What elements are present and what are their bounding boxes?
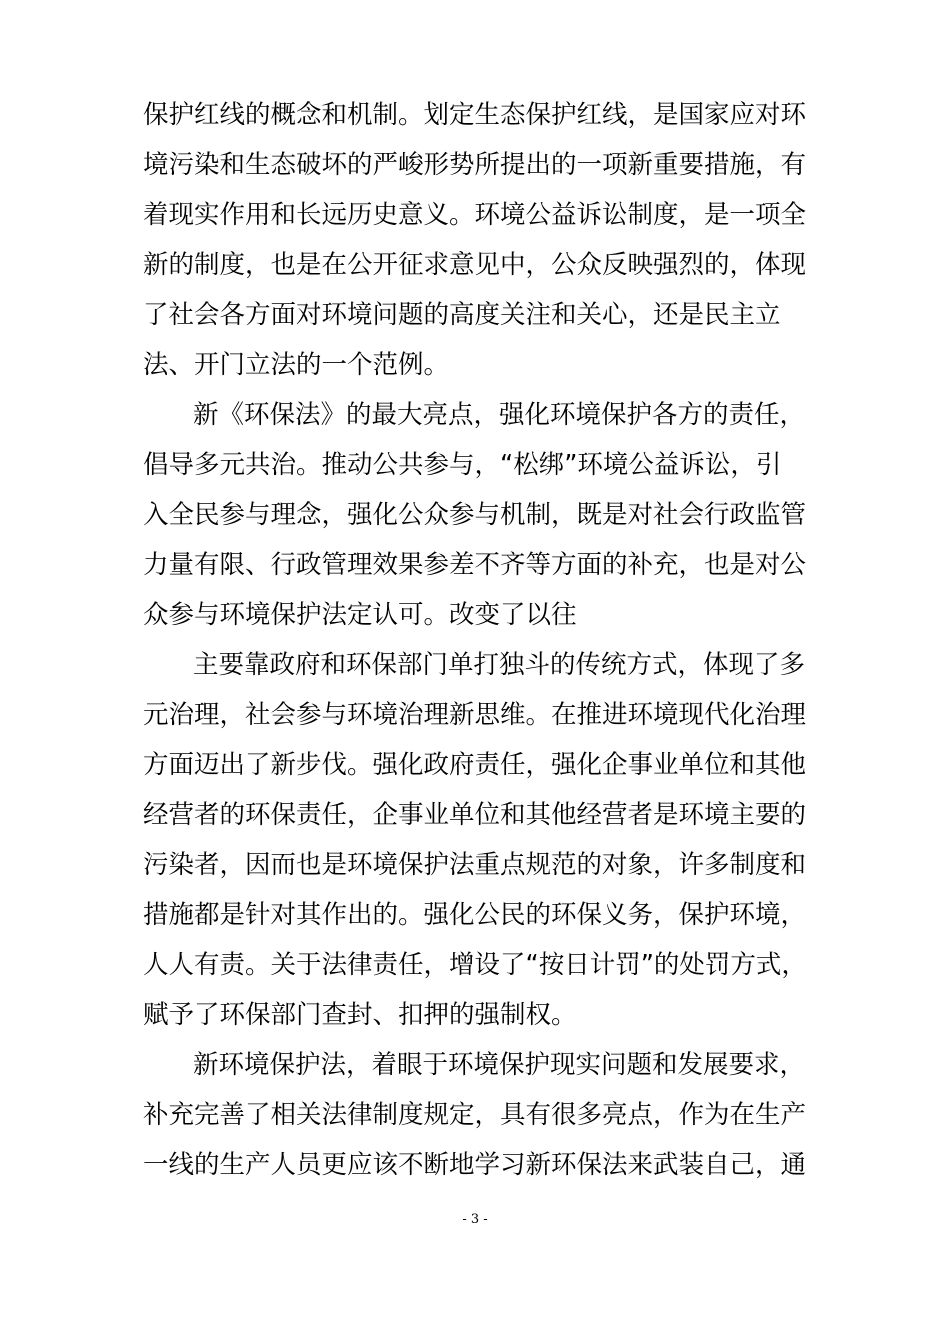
text-line: 经营者的环保责任，企事业单位和其他经营者是环境主要的 — [143, 800, 807, 830]
page-number: - 3 - — [462, 1212, 488, 1227]
text-line: 方面迈出了新步伐。强化政府责任，强化企事业单位和其他 — [143, 750, 807, 780]
text-line: 新的制度，也是在公开征求意见中，公众反映强烈的，体现 — [143, 250, 807, 280]
text-line: 保护红线的概念和机制。划定生态保护红线，是国家应对环 — [143, 100, 807, 130]
text-line: 措施都是针对其作出的。强化公民的环保义务，保护环境， — [143, 900, 807, 930]
text-line: 赋予了环保部门查封、扣押的强制权。 — [143, 1000, 577, 1030]
text-line: 污染者，因而也是环境保护法重点规范的对象，许多制度和 — [143, 850, 807, 880]
text-line: 补充完善了相关法律制度规定，具有很多亮点，作为在生产 — [143, 1100, 807, 1130]
paragraph-first-line: 新《环保法》的最大亮点，强化环境保护各方的责任， — [193, 400, 806, 430]
paragraph-first-line: 新环境保护法，着眼于环境保护现实问题和发展要求， — [193, 1050, 806, 1080]
text-line: 了社会各方面对环境问题的高度关注和关心，还是民主立 — [143, 300, 781, 330]
text-line: 人人有责。关于法律责任，增设了“按日计罚”的处罚方式， — [143, 950, 807, 980]
text-line: 力量有限、行政管理效果参差不齐等方面的补充，也是对公 — [143, 550, 807, 580]
paragraph-first-line: 主要靠政府和环保部门单打独斗的传统方式，体现了多 — [193, 650, 806, 680]
text-line: 法、开门立法的一个范例。 — [143, 350, 450, 380]
text-line: 入全民参与理念，强化公众参与机制，既是对社会行政监管 — [143, 500, 807, 530]
text-line: 境污染和生态破坏的严峻形势所提出的一项新重要措施，有 — [143, 150, 807, 180]
text-line: 着现实作用和长远历史意义。环境公益诉讼制度，是一项全 — [143, 200, 807, 230]
text-line: 众参与环境保护法定认可。改变了以往 — [143, 600, 577, 630]
text-line: 倡导多元共治。推动公共参与，“松绑”环境公益诉讼，引 — [143, 450, 782, 480]
text-line: 元治理，社会参与环境治理新思维。在推进环境现代化治理 — [143, 700, 807, 730]
text-line: 一线的生产人员更应该不断地学习新环保法来武装自己，通 — [143, 1150, 807, 1180]
